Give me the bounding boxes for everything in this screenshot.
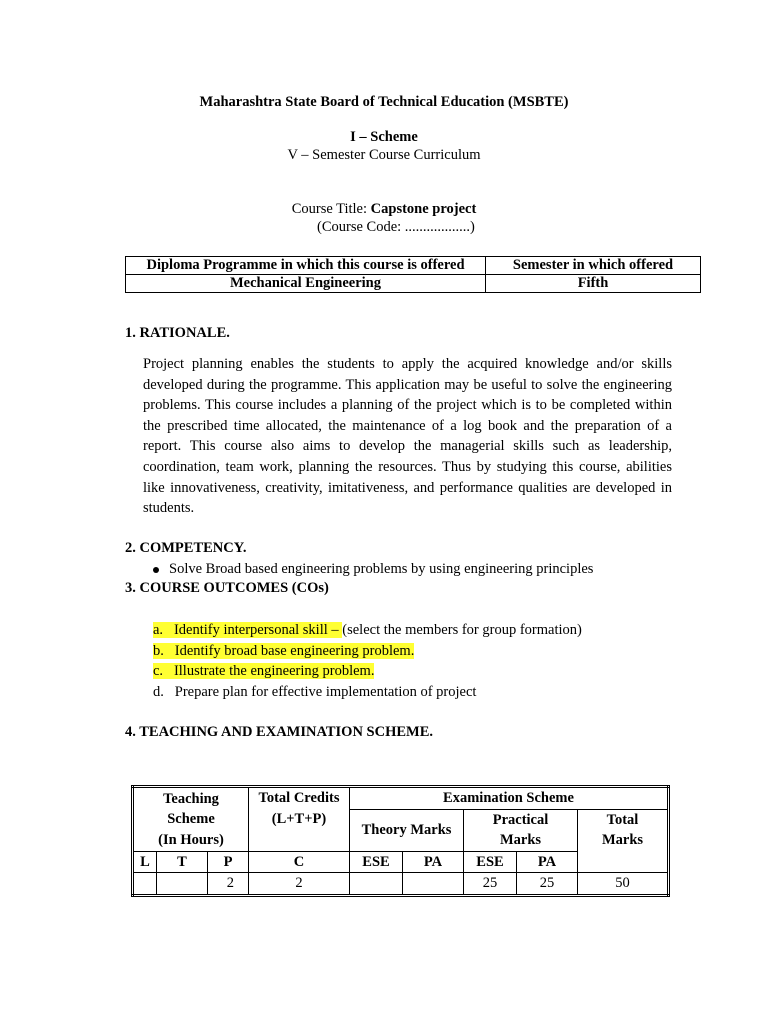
teaching-scheme-header: Teaching Scheme (In Hours) [133,787,249,852]
co-marker: a. [153,622,164,638]
sub-header-ese-practical: ESE [464,851,517,873]
rationale-text: Project planning enables the students to apply the acquired knowledge and/or skills developed during the programme. This application may be useful to solve the engineering problems. This course includes a planning of the project which is to be completed within the prescribed time allocated, the maintenance of a log book and the preparation of a report. This course also aims to develop the managerial skills such as leadership, coordination, team work, planning the resources. Thus by studying this course, abilities like innovativeness, creativity, imitativeness, and performance qualities are developed in students. [143,356,672,517]
total-marks-header: Total Marks [578,809,669,873]
value-ese-theory [350,873,403,896]
programme-value: Mechanical Engineering [126,275,486,293]
sub-header-ese-theory: ESE [350,851,403,873]
total-credits-header: Total Credits (L+T+P) [249,787,350,852]
co-marker: b. [153,643,164,659]
co-heading: 3. COURSE OUTCOMES (COs) [125,580,329,596]
exam-scheme-header: Examination Scheme [350,787,669,810]
co-rest: (select the members for group formation) [342,622,582,638]
course-title-line [0,201,768,218]
semester-header: Semester in which offered [486,257,701,275]
bullet-icon [153,567,159,573]
co-marker: c. [153,663,164,679]
teaching-exam-table [131,785,670,897]
scheme-title: I – Scheme [350,129,418,145]
co-text: Illustrate the engineering problem. [173,663,375,679]
sub-header-pa-practical: PA [517,851,578,873]
value-l [133,873,157,896]
sub-header-pa-theory: PA [403,851,464,873]
value-total: 50 [578,873,669,896]
theory-marks-header: Theory Marks [350,809,464,851]
co-text: Identify broad base engineering problem. [174,643,415,659]
semester-value: Fifth [486,275,701,293]
co-item-b [153,643,414,660]
co-text: Identify interpersonal skill – [173,622,343,638]
semester-curriculum: V – Semester Course Curriculum [287,147,481,163]
competency-text: Solve Broad based engineering problems by using engineering principles [169,561,594,577]
co-item-d [153,684,476,701]
co-text: Prepare plan for effective implementation of project [174,684,477,700]
co-item-c [153,663,374,680]
rationale-heading: 1. RATIONALE. [125,325,230,341]
course-title-prefix: Course Title: [291,201,371,217]
practical-marks-header: Practical Marks [464,809,578,851]
sub-header-p: P [208,851,249,873]
teaching-heading: 4. TEACHING AND EXAMINATION SCHEME. [125,724,434,740]
sub-header-l: L [133,851,157,873]
course-code: (Course Code: ..................) [317,219,475,235]
co-marker: d. [153,684,164,700]
value-pa-practical: 25 [517,873,578,896]
value-ese-practical: 25 [464,873,517,896]
sub-header-c: C [249,851,350,873]
course-title: Capstone project [370,201,477,217]
board-title: Maharashtra State Board of Technical Education (MSBTE) [199,94,569,110]
value-pa-theory [403,873,464,896]
value-c: 2 [249,873,350,896]
competency-heading: 2. COMPETENCY. [125,540,247,556]
competency-item [153,561,593,578]
programme-table [125,256,701,293]
sub-header-t: T [157,851,208,873]
programme-header: Diploma Programme in which this course is offered [126,257,486,275]
value-p: 2 [208,873,249,896]
co-item-a [153,622,582,639]
value-t [157,873,208,896]
